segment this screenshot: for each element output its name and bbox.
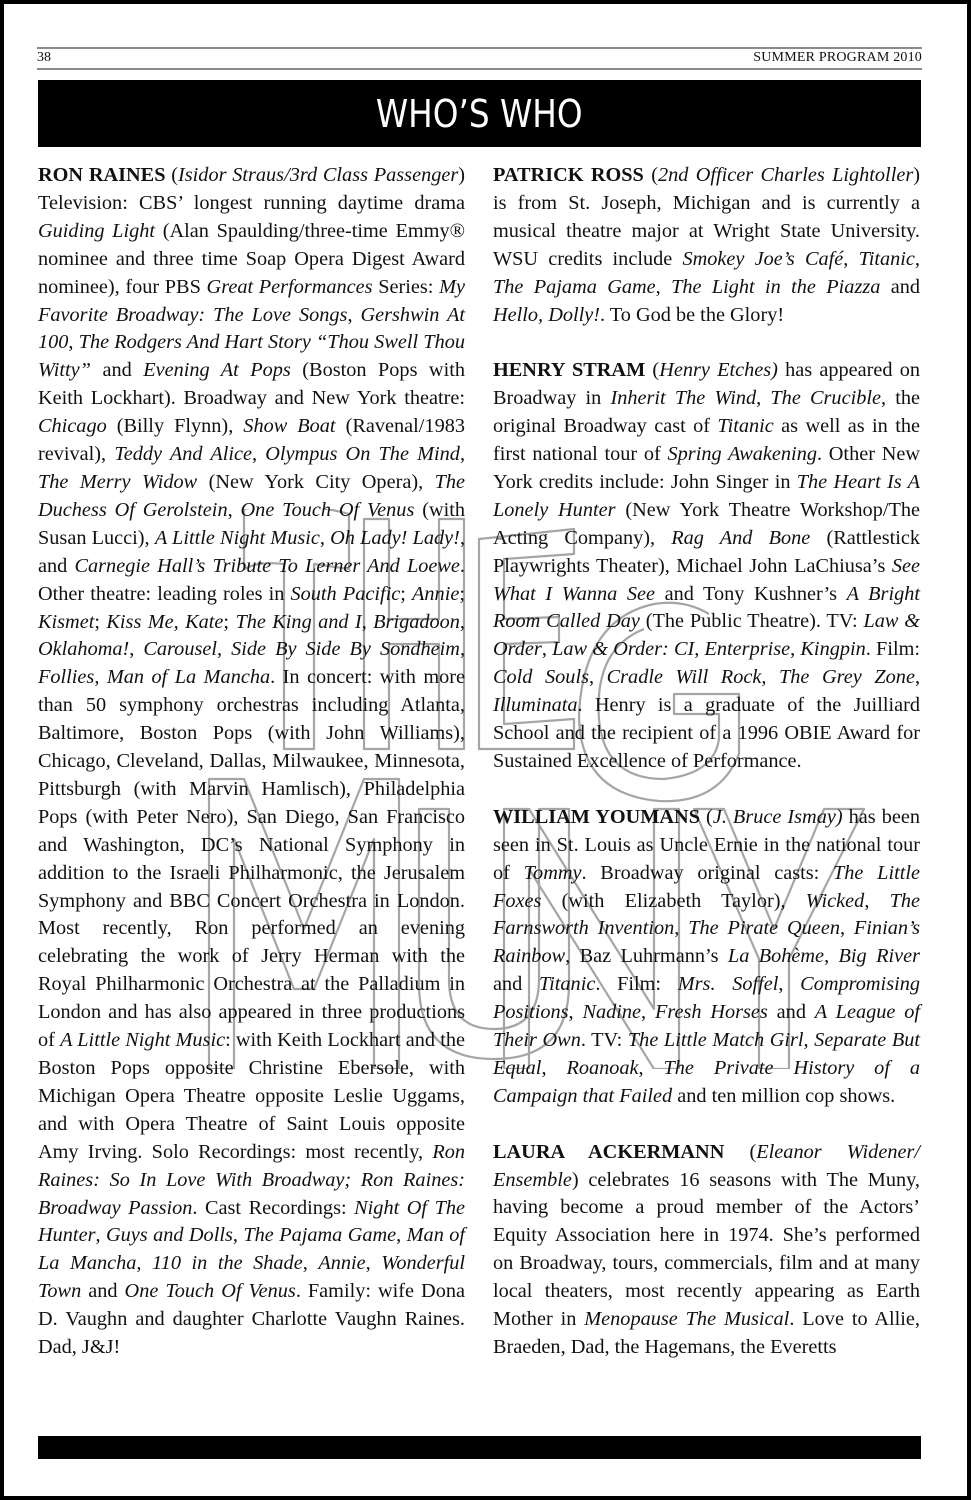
bio-text: ) celebrates 16 seasons with The Muny, having become a proud member of the Actors’ Equity Association here in 1974. She’s performed on Broadway, tours, commercials, film and at many local theaters, most recently appearing as Earth Mother in (493, 1168, 920, 1331)
bio-text: , (778, 973, 801, 996)
italic-title-text: Carousel (143, 638, 217, 661)
bio-text: , (803, 1029, 815, 1052)
bio-text: , (459, 638, 466, 661)
italic-title-text: Enterprise (704, 638, 791, 661)
italic-title-text: 2nd Officer Charles Lightoller (657, 164, 914, 186)
italic-title-text: Illuminata (493, 694, 578, 717)
bio-entry (493, 162, 920, 329)
italic-title-text: The King and I (235, 610, 362, 633)
italic-title-text: Olympus On The Mind (265, 443, 460, 466)
italic-title-text: Titanic (538, 973, 596, 996)
italic-title-text: The Rodgers And Hart Story “Thou Swell Thou Witty” (38, 331, 465, 382)
bio-text: Series: (372, 275, 440, 298)
bio-text: , (864, 889, 890, 912)
italic-title-text: Great Performances (206, 275, 373, 298)
bio-text: , (361, 610, 374, 633)
bio-text: , (694, 638, 705, 661)
italic-title-text: Guys and Dolls (105, 1224, 233, 1247)
italic-title-text: One Touch Of Venus (124, 1280, 296, 1303)
bio-text: , (95, 1224, 106, 1247)
bio-text: ( (724, 1140, 757, 1163)
italic-title-text: Teddy And Alice (114, 443, 252, 466)
italic-title-text: Kismet (38, 610, 95, 633)
bio-text: and (880, 275, 921, 298)
bio-entry (38, 162, 465, 1362)
italic-title-text: The Crucible (770, 387, 881, 410)
italic-title-text: Menopause The Musical (584, 1308, 790, 1331)
italic-title-text: Follies (38, 666, 95, 689)
performer-name: HENRY STRAM (493, 359, 646, 382)
bio-text: has been seen in St. Louis as Uncle Ernie in the national tour of (493, 805, 921, 884)
performer-name: WILLIAM YOUMANS (493, 805, 700, 828)
bio-text: . Other theatre: leading roles in (38, 554, 465, 605)
bio-text: , (217, 638, 232, 661)
bio-text: ) Television: CBS’ longest running daytime drama (38, 164, 466, 214)
section-title-bar (38, 80, 921, 147)
italic-title-text: The Farnsworth Invention (493, 889, 921, 940)
right-column (493, 162, 920, 1390)
italic-title-text: Ron Raines: So In Love With Broadway; Ron Raines: Broadway Passion (38, 1140, 465, 1219)
bio-text: . TV: (580, 1029, 628, 1052)
italic-title-text: Mrs. Soffel (677, 973, 779, 996)
bio-text: , (843, 247, 859, 270)
italic-title-text: Big River (838, 945, 921, 968)
section-title: WHO’S WHO (376, 91, 583, 136)
italic-title-text: Spring Awakening (667, 443, 817, 466)
bio-text: (Billy Flynn), (106, 415, 244, 438)
bio-text: , (638, 1056, 664, 1079)
bio-text: , (365, 1252, 382, 1275)
italic-title-text: Night Of The Hunter (38, 1196, 465, 1247)
bio-text: . Henry is a graduate of the Juilliard School and the recipient of a 1996 OBIE Award for Sustained Excellence of Performance. (493, 694, 920, 773)
italic-title-text: A Bright Room Called Day (493, 582, 920, 633)
italic-title-text: The Grey Zone (779, 666, 915, 689)
italic-title-text: Chicago (38, 415, 107, 438)
bio-text: (The Public Theatre). TV: (639, 610, 864, 633)
bio-entry (493, 357, 920, 776)
italic-title-text: Rag And Bone (671, 526, 811, 549)
italic-title-text: Roanoak (566, 1056, 639, 1079)
bio-text: , (302, 1252, 319, 1275)
publication-title: SUMMER PROGRAM 2010 (753, 50, 922, 65)
performer-name: PATRICK ROSS (493, 164, 644, 186)
italic-title-text: Compromising Positions (493, 973, 920, 1024)
bio-text: ; (400, 582, 413, 605)
italic-title-text: 110 in the Shade (152, 1252, 303, 1275)
italic-title-text: Tommy (523, 861, 582, 884)
bio-text: , the original Broadway cast of (493, 387, 921, 438)
bio-text: , (568, 1001, 583, 1024)
bio-text: , (68, 331, 79, 354)
header-top-rule (37, 47, 922, 49)
italic-title-text: J. Bruce Ismay) (712, 805, 843, 828)
bio-text: , (914, 666, 921, 689)
bio-text: , (641, 1001, 655, 1024)
bio-text: , (655, 275, 672, 298)
italic-title-text: Side By Side By Sondheim (231, 638, 460, 661)
bio-text: (Rattlestick Playwrights Theater), Michael John LaChiusa’s (493, 526, 920, 577)
italic-title-text: The Little Match Girl (627, 1029, 804, 1052)
italic-title-text: La Bohème (727, 945, 825, 968)
italic-title-text: The Light in the Piazza (671, 275, 881, 298)
bio-text: . In concert: with more than 50 symphony orchestras including Atlanta, Baltimore, Boston Pops (with John Williams), Chicago, Cleveland, Dallas, Milwaukee, Minnesota, Pittsburgh (with Marvin Hamlisch), Philadelphia Pops (with Peter Nero), San Diego, San Francisco and Washington, DC’s National Symphony in addition to the Israeli Philharmonic, the Jerusalem Symphony and BBC Concert Orchestra in London. Most recently, Ron performed an evening celebrating the work of Jerry Herman with the Royal Philharmonic Orchestra at the Palladium in London and has also appeared in three productions of (38, 666, 466, 1052)
bio-text: has appeared on Broadway in (493, 359, 920, 410)
bio-text: as well as in the first national tour of (493, 415, 920, 466)
bio-text: , (136, 1252, 153, 1275)
bio-text: . Love to Allie, Braeden, Dad, the Hagemans, the Everetts (493, 1308, 921, 1359)
bio-text: , (232, 1224, 244, 1247)
performer-name: LAURA ACKERMANN (493, 1140, 725, 1163)
bio-text: , (824, 945, 839, 968)
bio-text: ( (165, 164, 179, 186)
bio-text: and (493, 973, 539, 996)
running-head (37, 50, 922, 68)
bio-text: , (761, 666, 780, 689)
bio-text: , (839, 917, 854, 940)
bio-text: , (347, 303, 361, 326)
italic-title-text: Man of La Mancha (106, 666, 271, 689)
italic-title-text: Carnegie Hall’s Tribute To Lerner And Loewe (74, 554, 460, 577)
bio-text: (New York City Opera), (197, 470, 435, 493)
bio-text: . Film: (595, 973, 678, 996)
italic-title-text: Separate But Equal (493, 1029, 921, 1079)
bio-text: . Family: wife Dona D. Vaughn and daughter Charlotte Vaughn Raines. Dad, J&J! (38, 1280, 465, 1359)
italic-title-text: Wonderful Town (38, 1252, 466, 1303)
bio-text: . Cast Recordings: (192, 1196, 355, 1219)
italic-title-text: The Private History of a Campaign that Failed (493, 1056, 921, 1107)
italic-title-text: A League of Their Own (493, 1001, 920, 1052)
italic-title-text: South Pacific (290, 582, 401, 605)
bio-text: ( (645, 359, 660, 382)
header-bottom-rule (37, 68, 922, 70)
italic-title-text: Wicked (805, 889, 865, 912)
bio-text: , (459, 443, 466, 466)
left-column (38, 162, 465, 1390)
bio-text: , (129, 638, 144, 661)
bio-text: , (541, 638, 553, 661)
bio-text: ) is from St. Joseph, Michigan and is currently a musical theatre major at Wright State University. WSU credits include (493, 164, 920, 270)
bio-text: , and (38, 526, 466, 577)
italic-title-text: Annie (412, 582, 460, 605)
italic-title-text: Gershwin At 100 (38, 303, 466, 354)
italic-title-text: The Little Foxes (493, 861, 920, 912)
bio-text: and Tony Kushner’s (655, 582, 847, 605)
italic-title-text: The Merry Widow (38, 470, 198, 493)
italic-title-text: Law & Order (493, 610, 921, 661)
bio-text: , (252, 443, 266, 466)
bio-text: ; (459, 582, 465, 605)
bio-text: (Alan Spaulding/three-time Emmy® nominee and three time Soap Opera Digest Award nominee), four PBS (38, 219, 465, 298)
bio-text: ; (94, 610, 107, 633)
italic-title-text: A Little Night Music (60, 1029, 226, 1052)
bio-text: , (396, 1224, 407, 1247)
bio-text: (Boston Pops with Keith Lockhart). Broadway and New York theatre: (38, 359, 465, 410)
italic-title-text: The Duchess Of Gerolstein (38, 470, 465, 521)
italic-title-text: Cradle Will Rock (606, 666, 762, 689)
italic-title-text: Titanic (717, 415, 774, 438)
italic-title-text: Annie (318, 1252, 366, 1275)
italic-title-text: Oh Lady! Lady! (330, 526, 460, 549)
bio-text: ( (700, 805, 713, 828)
italic-title-text: Isidor Straus/3rd Class Passenger (178, 164, 459, 186)
italic-title-text: Oklahoma! (38, 638, 130, 661)
footer-bar (38, 1436, 921, 1459)
italic-title-text: Inherit The Wind (610, 387, 757, 410)
italic-title-text: Cold Souls (493, 666, 589, 689)
bio-text: , (914, 247, 920, 270)
italic-title-text: Finian’s Rainbow (493, 917, 921, 968)
italic-title-text: My Favorite Broadway: The Love Songs (38, 275, 466, 326)
bio-text: (with Susan Lucci), (38, 498, 466, 549)
italic-title-text: Brigadoon (373, 610, 460, 633)
italic-title-text: Eleanor Widener/ Ensemble (493, 1140, 920, 1191)
performer-name: RON RAINES (38, 164, 166, 186)
bio-text: , (319, 526, 331, 549)
italic-title-text: Law & Order: CI (552, 638, 695, 661)
italic-title-text: The Heart Is A Lonely Hunter (493, 470, 920, 521)
bio-text: and (767, 1001, 815, 1024)
bio-text: , (541, 1056, 567, 1079)
italic-title-text: Man of La Mancha (38, 1224, 466, 1275)
italic-title-text: Henry Etches) (659, 359, 778, 382)
italic-title-text: A Little Night Music (154, 526, 320, 549)
bio-text: : with Keith Lockhart and the Boston Pops opposite Christine Ebersole, with Michigan Opera Theatre opposite Leslie Uggams, and with Opera Theatre of Saint Louis opposite Amy Irving. Solo Recordings: most recently, (38, 1029, 465, 1163)
italic-title-text: One Touch Of Venus (240, 498, 415, 521)
italic-title-text: Fresh Horses (654, 1001, 768, 1024)
bio-text: . To God be the Glory! (600, 303, 785, 326)
italic-title-text: Guiding Light (38, 219, 156, 242)
italic-title-text: Evening At Pops (143, 359, 291, 382)
bio-text: , (756, 387, 771, 410)
bio-text: . Broadway original casts: (581, 861, 834, 884)
bio-text: , (588, 666, 607, 689)
italic-title-text: Hello, Dolly! (493, 303, 601, 326)
bio-text: . Other New York credits include: John Singer in (493, 443, 920, 493)
bio-text: , (674, 917, 689, 940)
bio-text: ( (643, 164, 658, 186)
italic-title-text: Show Boat (243, 415, 336, 438)
italic-title-text: Nadine (582, 1001, 642, 1024)
bio-text: ; (223, 610, 236, 633)
italic-title-text: The Pajama Game (493, 275, 656, 298)
bio-entry (493, 804, 920, 1111)
bio-text: , (94, 666, 107, 689)
italic-title-text: Kingpin (800, 638, 866, 661)
bio-text: , (790, 638, 801, 661)
bio-text: (New York Theatre Workshop/The Acting Company), (493, 498, 921, 549)
italic-title-text: Titanic (858, 247, 915, 270)
italic-title-text: Kiss Me, Kate (106, 610, 224, 633)
bio-text: , (227, 498, 241, 521)
bio-text: (Ravenal/1983 revival), (38, 415, 465, 466)
bio-text: , Baz Luhrmann’s (565, 945, 728, 968)
italic-title-text: See What I Wanna See (493, 554, 920, 605)
italic-title-text: The Pajama Game (243, 1224, 397, 1247)
bio-text: and (81, 1280, 125, 1303)
bio-text: (with Elizabeth Taylor), (541, 889, 806, 912)
italic-title-text: The Pirate Queen (688, 917, 840, 940)
bio-text: and (90, 359, 144, 382)
bio-text: and ten million cop shows. (672, 1084, 896, 1107)
bio-entry (493, 1139, 920, 1362)
italic-title-text: Smokey Joe’s Café (682, 247, 844, 270)
bio-text: . Film: (865, 638, 921, 661)
page-number: 38 (37, 50, 51, 65)
bio-text: , (459, 610, 465, 633)
